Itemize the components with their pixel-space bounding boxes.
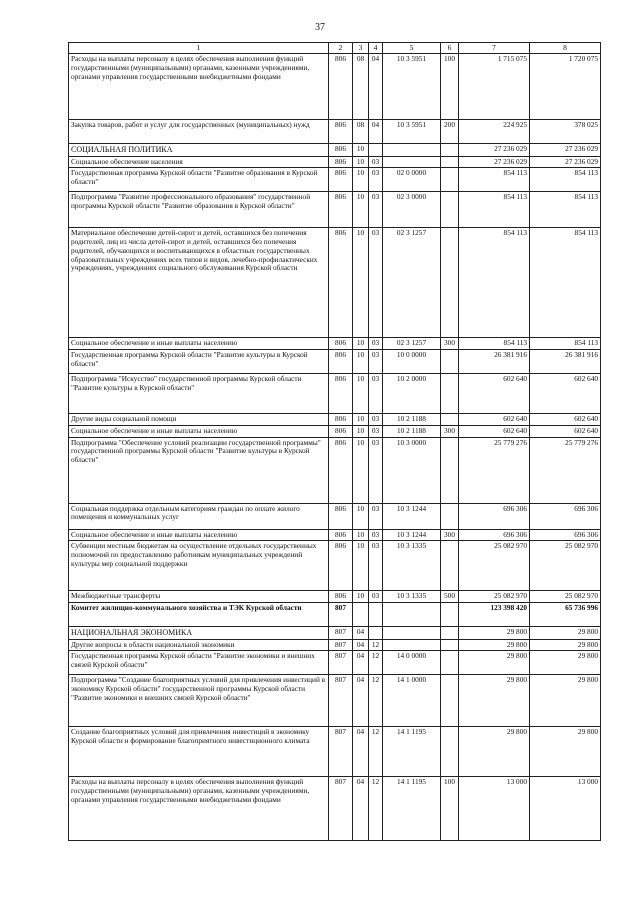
col-header-subsection: 4 xyxy=(369,43,383,54)
table-row xyxy=(69,627,601,640)
cell-expense-type xyxy=(441,374,459,414)
cell-section xyxy=(353,603,369,627)
cell-description: Подпрограмма "Искусство" государственной программы Курской области "Развитие культуры в Курской области" xyxy=(69,374,329,414)
cell-grbs: 807 xyxy=(329,675,353,727)
cell-expense-type xyxy=(441,350,459,374)
cell-subsection: 03 xyxy=(369,228,383,338)
cell-expense-type xyxy=(441,192,459,228)
cell-amount-1: 25 779 276 xyxy=(459,437,530,503)
cell-target-article: 02 3 1257 xyxy=(383,228,441,338)
cell-amount-2: 602 640 xyxy=(530,374,601,414)
cell-grbs: 806 xyxy=(329,144,353,157)
table-row xyxy=(69,192,601,228)
table-row xyxy=(69,350,601,374)
cell-grbs: 806 xyxy=(329,338,353,350)
cell-amount-1: 696 306 xyxy=(459,503,530,529)
table-row xyxy=(69,120,601,144)
cell-subsection: 04 xyxy=(369,54,383,120)
cell-expense-type xyxy=(441,651,459,675)
cell-target-article xyxy=(383,603,441,627)
cell-target-article xyxy=(383,144,441,157)
cell-description: Социальное обеспечение и иные выплаты населению xyxy=(69,425,329,437)
cell-amount-1: 29 800 xyxy=(459,727,530,777)
cell-subsection: 03 xyxy=(369,350,383,374)
cell-subsection: 12 xyxy=(369,675,383,727)
cell-target-article: 14 1 1195 xyxy=(383,777,441,841)
page-number: 37 xyxy=(315,22,325,33)
cell-target-article: 10 3 0000 xyxy=(383,437,441,503)
cell-amount-2: 26 381 916 xyxy=(530,350,601,374)
cell-section: 10 xyxy=(353,144,369,157)
cell-subsection: 03 xyxy=(369,437,383,503)
cell-section: 10 xyxy=(353,350,369,374)
cell-amount-1: 854 113 xyxy=(459,168,530,192)
cell-description: Подпрограмма "Обеспечение условий реализации государственной программы" государственной программы Курской области "Развитие культуры в Курской области" xyxy=(69,437,329,503)
cell-description: Комитет жилищно-коммунального хозяйства и ТЭК Курской области xyxy=(69,603,329,627)
cell-amount-2: 29 800 xyxy=(530,627,601,640)
cell-subsection xyxy=(369,603,383,627)
cell-amount-1: 696 306 xyxy=(459,529,530,541)
cell-subsection: 03 xyxy=(369,156,383,168)
cell-amount-1: 29 800 xyxy=(459,639,530,651)
cell-expense-type xyxy=(441,727,459,777)
cell-section: 08 xyxy=(353,120,369,144)
cell-subsection: 12 xyxy=(369,651,383,675)
cell-description: Другие вопросы в области национальной экономики xyxy=(69,639,329,651)
cell-section: 10 xyxy=(353,591,369,603)
cell-expense-type xyxy=(441,639,459,651)
cell-target-article: 14 1 0000 xyxy=(383,675,441,727)
cell-section: 10 xyxy=(353,437,369,503)
cell-amount-1: 27 236 029 xyxy=(459,156,530,168)
cell-grbs: 807 xyxy=(329,603,353,627)
cell-expense-type xyxy=(441,603,459,627)
cell-expense-type xyxy=(441,503,459,529)
cell-subsection: 03 xyxy=(369,168,383,192)
cell-description: Социальная поддержка отдельным категориям граждан по оплате жилого помещения и коммунальных услуг xyxy=(69,503,329,529)
cell-amount-1: 25 082 970 xyxy=(459,541,530,591)
table-row xyxy=(69,591,601,603)
cell-grbs: 806 xyxy=(329,503,353,529)
table-row xyxy=(69,503,601,529)
cell-amount-1: 602 640 xyxy=(459,374,530,414)
cell-expense-type xyxy=(441,675,459,727)
cell-target-article: 02 3 1257 xyxy=(383,338,441,350)
cell-expense-type: 100 xyxy=(441,777,459,841)
cell-section: 04 xyxy=(353,727,369,777)
cell-amount-2: 25 082 970 xyxy=(530,541,601,591)
cell-amount-2: 13 000 xyxy=(530,777,601,841)
cell-subsection: 12 xyxy=(369,639,383,651)
cell-amount-1: 29 800 xyxy=(459,675,530,727)
table-row xyxy=(69,651,601,675)
table-row xyxy=(69,414,601,426)
cell-description: Подпрограмма "Развитие профессионального образования" государственной программы Курской области "Развитие образования в Курской области" xyxy=(69,192,329,228)
cell-description: Государственная программа Курской области "Развитие образования в Курской области" xyxy=(69,168,329,192)
cell-target-article: 02 3 0000 xyxy=(383,192,441,228)
cell-grbs: 806 xyxy=(329,529,353,541)
cell-amount-1: 29 800 xyxy=(459,651,530,675)
cell-section: 10 xyxy=(353,529,369,541)
cell-amount-1: 26 381 916 xyxy=(459,350,530,374)
cell-target-article: 10 3 1244 xyxy=(383,503,441,529)
table-header-row xyxy=(69,43,601,54)
cell-grbs: 806 xyxy=(329,192,353,228)
cell-target-article xyxy=(383,639,441,651)
cell-amount-2: 854 113 xyxy=(530,192,601,228)
cell-target-article: 10 3 1244 xyxy=(383,529,441,541)
cell-target-article: 10 3 5951 xyxy=(383,120,441,144)
table-row xyxy=(69,603,601,627)
cell-grbs: 806 xyxy=(329,54,353,120)
cell-subsection: 03 xyxy=(369,192,383,228)
cell-grbs: 806 xyxy=(329,374,353,414)
cell-grbs: 806 xyxy=(329,350,353,374)
cell-amount-2: 65 736 996 xyxy=(530,603,601,627)
cell-description: Субвенции местным бюджетам на осуществление отдельных государственных полномочий по предоставлению работникам муниципальных учреждений культуры мер социальной поддержки xyxy=(69,541,329,591)
cell-description: Подпрограмма "Создание благоприятных условий для привлечения инвестиций в экономику Курской области" государственной программы Курской области "Развитие экономики и внешних связей Курской области" xyxy=(69,675,329,727)
cell-amount-2: 25 082 970 xyxy=(530,591,601,603)
cell-subsection xyxy=(369,144,383,157)
cell-target-article: 10 2 1188 xyxy=(383,425,441,437)
cell-subsection xyxy=(369,627,383,640)
table-row xyxy=(69,675,601,727)
cell-subsection: 12 xyxy=(369,727,383,777)
cell-amount-1: 123 398 420 xyxy=(459,603,530,627)
cell-grbs: 806 xyxy=(329,591,353,603)
cell-grbs: 807 xyxy=(329,727,353,777)
cell-description: Создание благоприятных условий для привлечения инвестиций в экономику Курской области и формирование благоприятного инвестиционного климата xyxy=(69,727,329,777)
cell-section: 10 xyxy=(353,338,369,350)
cell-subsection: 03 xyxy=(369,338,383,350)
col-header-section: 3 xyxy=(353,43,369,54)
col-header-target-article: 5 xyxy=(383,43,441,54)
cell-amount-1: 602 640 xyxy=(459,414,530,426)
cell-grbs: 806 xyxy=(329,414,353,426)
table-row xyxy=(69,144,601,157)
cell-target-article: 10 3 1335 xyxy=(383,541,441,591)
cell-expense-type xyxy=(441,228,459,338)
cell-grbs: 807 xyxy=(329,639,353,651)
cell-subsection: 03 xyxy=(369,425,383,437)
cell-subsection: 03 xyxy=(369,374,383,414)
cell-target-article: 10 2 1188 xyxy=(383,414,441,426)
cell-subsection: 12 xyxy=(369,777,383,841)
cell-description: Другие виды социальной помощи xyxy=(69,414,329,426)
table-row xyxy=(69,639,601,651)
cell-subsection: 03 xyxy=(369,591,383,603)
cell-grbs: 806 xyxy=(329,541,353,591)
col-header-expense-type: 6 xyxy=(441,43,459,54)
col-header-description: 1 xyxy=(69,43,329,54)
cell-amount-1: 602 640 xyxy=(459,425,530,437)
cell-expense-type: 500 xyxy=(441,591,459,603)
cell-description: Государственная программа Курской области "Развитие культуры в Курской области" xyxy=(69,350,329,374)
cell-section: 10 xyxy=(353,414,369,426)
cell-expense-type xyxy=(441,156,459,168)
cell-section: 04 xyxy=(353,675,369,727)
cell-amount-2: 29 800 xyxy=(530,727,601,777)
table-row xyxy=(69,156,601,168)
cell-section: 10 xyxy=(353,503,369,529)
cell-amount-1: 29 800 xyxy=(459,627,530,640)
cell-amount-2: 25 779 276 xyxy=(530,437,601,503)
cell-grbs: 806 xyxy=(329,120,353,144)
cell-grbs: 806 xyxy=(329,168,353,192)
cell-grbs: 807 xyxy=(329,777,353,841)
cell-section: 10 xyxy=(353,374,369,414)
cell-amount-2: 27 236 029 xyxy=(530,156,601,168)
cell-target-article: 14 1 1195 xyxy=(383,727,441,777)
cell-amount-2: 29 800 xyxy=(530,675,601,727)
table-row xyxy=(69,727,601,777)
cell-section: 08 xyxy=(353,54,369,120)
cell-amount-1: 25 082 970 xyxy=(459,591,530,603)
cell-target-article: 10 2 0000 xyxy=(383,374,441,414)
cell-grbs: 807 xyxy=(329,627,353,640)
cell-subsection: 03 xyxy=(369,503,383,529)
cell-target-article: 14 0 0000 xyxy=(383,651,441,675)
cell-description: Межбюджетные трансферты xyxy=(69,591,329,603)
cell-expense-type xyxy=(441,627,459,640)
cell-subsection: 03 xyxy=(369,541,383,591)
cell-description: Государственная программа Курской области "Развитие экономики и внешних связей Курской области" xyxy=(69,651,329,675)
cell-description: Расходы на выплаты персоналу в целях обеспечения выполнения функций государственными (муниципальными) органами, казенными учреждениями, органами управления государственными внебюджетными фондами xyxy=(69,54,329,120)
cell-amount-2: 602 640 xyxy=(530,425,601,437)
col-header-grbs: 2 xyxy=(329,43,353,54)
cell-amount-1: 27 236 029 xyxy=(459,144,530,157)
table-row xyxy=(69,529,601,541)
table-row xyxy=(69,168,601,192)
cell-amount-1: 854 113 xyxy=(459,192,530,228)
cell-section: 10 xyxy=(353,192,369,228)
table-row xyxy=(69,541,601,591)
cell-section: 10 xyxy=(353,156,369,168)
table-row xyxy=(69,777,601,841)
cell-expense-type: 100 xyxy=(441,54,459,120)
cell-amount-2: 29 800 xyxy=(530,639,601,651)
cell-amount-2: 854 113 xyxy=(530,338,601,350)
cell-amount-1: 854 113 xyxy=(459,338,530,350)
cell-description: Социальное обеспечение населения xyxy=(69,156,329,168)
cell-amount-2: 29 800 xyxy=(530,651,601,675)
cell-grbs: 806 xyxy=(329,228,353,338)
cell-target-article: 10 3 1335 xyxy=(383,591,441,603)
cell-amount-2: 378 025 xyxy=(530,120,601,144)
cell-description: Социальное обеспечение и иные выплаты населению xyxy=(69,529,329,541)
cell-expense-type xyxy=(441,144,459,157)
cell-description: Расходы на выплаты персоналу в целях обеспечения выполнения функций государственными (муниципальными) органами, казенными учреждениями, органами управления государственными внебюджетными фондами xyxy=(69,777,329,841)
cell-section: 04 xyxy=(353,651,369,675)
cell-amount-1: 224 925 xyxy=(459,120,530,144)
table-row xyxy=(69,54,601,120)
table-row xyxy=(69,374,601,414)
table-row xyxy=(69,425,601,437)
cell-expense-type xyxy=(441,541,459,591)
table-body xyxy=(69,54,601,841)
cell-description: НАЦИОНАЛЬНАЯ ЭКОНОМИКА xyxy=(69,627,329,640)
cell-target-article: 10 3 5951 xyxy=(383,54,441,120)
table-row xyxy=(69,437,601,503)
cell-amount-1: 13 000 xyxy=(459,777,530,841)
cell-description: Закупка товаров, работ и услуг для государственных (муниципальных) нужд xyxy=(69,120,329,144)
col-header-amount-1: 7 xyxy=(459,43,530,54)
cell-amount-1: 1 715 075 xyxy=(459,54,530,120)
cell-subsection: 03 xyxy=(369,529,383,541)
cell-expense-type: 300 xyxy=(441,425,459,437)
cell-grbs: 806 xyxy=(329,156,353,168)
cell-amount-2: 602 640 xyxy=(530,414,601,426)
cell-grbs: 806 xyxy=(329,437,353,503)
cell-expense-type: 300 xyxy=(441,338,459,350)
cell-grbs: 807 xyxy=(329,651,353,675)
cell-amount-2: 1 720 075 xyxy=(530,54,601,120)
table-row xyxy=(69,228,601,338)
cell-section: 10 xyxy=(353,425,369,437)
cell-description: СОЦИАЛЬНАЯ ПОЛИТИКА xyxy=(69,144,329,157)
cell-amount-1: 854 113 xyxy=(459,228,530,338)
cell-section: 04 xyxy=(353,777,369,841)
cell-target-article: 10 0 0000 xyxy=(383,350,441,374)
cell-target-article xyxy=(383,627,441,640)
cell-expense-type xyxy=(441,168,459,192)
cell-grbs: 806 xyxy=(329,425,353,437)
cell-description: Материальное обеспечение детей-сирот и детей, оставшихся без попечения родителей, лиц из числа детей-сирот и детей, оставшихся без попечения родителей, обучающихся и воспитывающихся в областных государственных образовательных учреждениях всех типов и видов, лечебно-профилактических учреждениях, учреждениях социального обслуживания Курской области xyxy=(69,228,329,338)
table-row xyxy=(69,338,601,350)
cell-expense-type: 200 xyxy=(441,120,459,144)
cell-subsection: 03 xyxy=(369,414,383,426)
cell-description: Социальное обеспечение и иные выплаты населению xyxy=(69,338,329,350)
cell-target-article xyxy=(383,156,441,168)
col-header-amount-2: 8 xyxy=(530,43,601,54)
cell-section: 10 xyxy=(353,228,369,338)
cell-expense-type xyxy=(441,437,459,503)
cell-expense-type: 300 xyxy=(441,529,459,541)
cell-subsection: 04 xyxy=(369,120,383,144)
cell-amount-2: 696 306 xyxy=(530,529,601,541)
cell-expense-type xyxy=(441,414,459,426)
cell-amount-2: 854 113 xyxy=(530,228,601,338)
cell-target-article: 02 0 0000 xyxy=(383,168,441,192)
budget-table xyxy=(68,42,601,841)
cell-section: 10 xyxy=(353,168,369,192)
cell-section: 04 xyxy=(353,639,369,651)
cell-amount-2: 696 306 xyxy=(530,503,601,529)
cell-section: 04 xyxy=(353,627,369,640)
cell-amount-2: 27 236 029 xyxy=(530,144,601,157)
cell-amount-2: 854 113 xyxy=(530,168,601,192)
cell-section: 10 xyxy=(353,541,369,591)
